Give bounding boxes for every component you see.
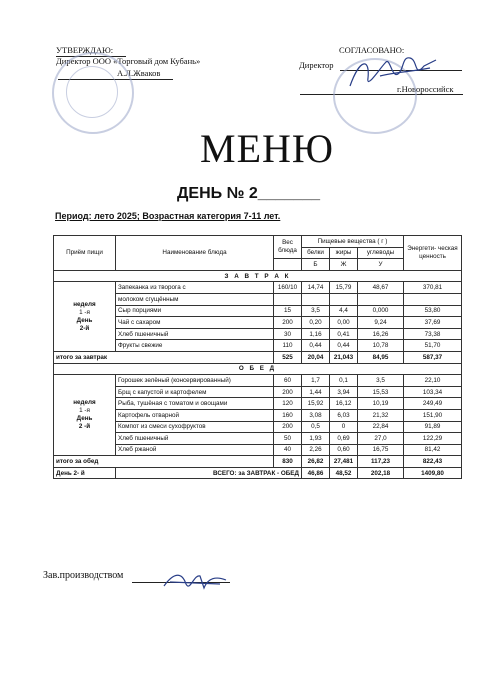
approve-line2: А.Л.Жваков: [117, 68, 161, 78]
breakfast-weight: 200: [274, 317, 302, 329]
breakfast-protein: 0,44: [302, 340, 330, 352]
lunch-weight: 160: [274, 409, 302, 421]
footer-signature: [160, 566, 230, 594]
lunch-energy: 91,89: [404, 421, 462, 433]
lunch-section: О Б Е Д: [54, 363, 462, 375]
lunch-weight: 60: [274, 375, 302, 387]
breakfast-total-energy: 587,37: [404, 351, 462, 363]
breakfast-protein: 0,20: [302, 317, 330, 329]
lunch-dish: Рыба, тушёная с томатом и овощами: [116, 398, 274, 410]
lunch-dish: Картофель отварной: [116, 409, 274, 421]
lunch-total-carbs: 117,23: [358, 456, 404, 468]
breakfast-dish: Запеканка из творога с: [116, 282, 274, 294]
breakfast-protein: 14,74: [302, 282, 330, 294]
breakfast-weight: 160/10: [274, 282, 302, 294]
breakfast-total-protein: 20,04: [302, 351, 330, 363]
breakfast-weight: [274, 293, 302, 305]
header-dish: Наименование блюда: [116, 236, 274, 271]
menu-table: [53, 235, 462, 479]
header-fat-short: Ж: [330, 259, 358, 271]
lunch-fat: 3,94: [330, 386, 358, 398]
lunch-fat: 0,60: [330, 444, 358, 456]
header-weight: Вес блюда: [274, 236, 302, 259]
approve-label: УТВЕРЖДАЮ:: [56, 45, 114, 55]
day-total-protein: 46,86: [302, 467, 330, 479]
breakfast-weight: 110: [274, 340, 302, 352]
lunch-energy: 103,34: [404, 386, 462, 398]
header-protein-short: Б: [302, 259, 330, 271]
day-total-row: [54, 467, 462, 479]
breakfast-carbs: 16,26: [358, 328, 404, 340]
breakfast-total-label: итого за завтрак: [54, 351, 274, 363]
lunch-fat: 6,03: [330, 409, 358, 421]
lunch-row: [54, 375, 462, 387]
lunch-dish: Брщ с капустой и картофелем: [116, 386, 274, 398]
footer-label: Зав.производством: [43, 570, 124, 581]
lunch-energy: 22,10: [404, 375, 462, 387]
breakfast-protein: [302, 293, 330, 305]
day-total-fat: 48,52: [330, 467, 358, 479]
lunch-total-weight: 830: [274, 456, 302, 468]
header-energy: Энергети- ческая ценность: [404, 236, 462, 271]
breakfast-dish: молоком сгущённым: [116, 293, 274, 305]
lunch-fat: 16,12: [330, 398, 358, 410]
day-total-label: День 2- й: [54, 467, 116, 479]
lunch-carbs: 10,19: [358, 398, 404, 410]
lunch-weight: 50: [274, 433, 302, 445]
breakfast-carbs: 10,78: [358, 340, 404, 352]
lunch-dish: Горошек зелёный (консервированный): [116, 375, 274, 387]
lunch-carbs: 22,84: [358, 421, 404, 433]
breakfast-weight: 30: [274, 328, 302, 340]
breakfast-fat: 4,4: [330, 305, 358, 317]
agree-city: г.Новороссийск: [397, 84, 454, 94]
breakfast-fat: 15,79: [330, 282, 358, 294]
breakfast-dish: Чай с сахаром: [116, 317, 274, 329]
lunch-row: [54, 386, 462, 398]
agree-director: Директор: [299, 60, 334, 70]
breakfast-fat: [330, 293, 358, 305]
breakfast-carbs: [358, 293, 404, 305]
breakfast-total-carbs: 84,95: [358, 351, 404, 363]
lunch-carbs: 15,53: [358, 386, 404, 398]
breakfast-row: [54, 282, 462, 294]
breakfast-row: [54, 317, 462, 329]
lunch-weight: 200: [274, 386, 302, 398]
breakfast-fat: 0,00: [330, 317, 358, 329]
lunch-protein: 15,92: [302, 398, 330, 410]
lunch-total-row: [54, 456, 462, 468]
lunch-row: [54, 398, 462, 410]
lunch-protein: 1,93: [302, 433, 330, 445]
day-heading: ДЕНЬ № 2_______: [177, 185, 321, 202]
breakfast-dish: Сыр порциями: [116, 305, 274, 317]
agree-signature: [340, 48, 440, 98]
breakfast-total-weight: 525: [274, 351, 302, 363]
breakfast-carbs: 48,67: [358, 282, 404, 294]
page-title: МЕНЮ: [200, 126, 334, 171]
lunch-protein: 3,08: [302, 409, 330, 421]
day-total-all: ВСЕГО: за ЗАВТРАК - ОБЕД: [116, 467, 302, 479]
breakfast-row: [54, 340, 462, 352]
header-carbs: углеводы: [358, 247, 404, 259]
breakfast-meal-meal-label-3: День: [76, 316, 93, 324]
approve-line1: Директор ООО «Торговый дом Кубань»: [56, 56, 201, 66]
breakfast-carbs: 0,000: [358, 305, 404, 317]
breakfast-dish: Фрукты свежие: [116, 340, 274, 352]
lunch-total-fat: 27,481: [330, 456, 358, 468]
breakfast-total-row: [54, 351, 462, 363]
lunch-dish: Хлеб пшеничный: [116, 433, 274, 445]
lunch-fat: 0,1: [330, 375, 358, 387]
lunch-meal-lunch-label-4: 2 -й: [78, 423, 91, 431]
breakfast-fat: 0,44: [330, 340, 358, 352]
header-fat: жиры: [330, 247, 358, 259]
breakfast-energy: 51,70: [404, 340, 462, 352]
breakfast-meal-meal-label-2: 1 -я: [79, 308, 90, 316]
lunch-total-label: итого за обед: [54, 456, 274, 468]
breakfast-meal-cell: [54, 282, 116, 352]
breakfast-meal-meal-label-4: 2-й: [79, 324, 90, 332]
breakfast-protein: 1,16: [302, 328, 330, 340]
lunch-fat: 0,69: [330, 433, 358, 445]
breakfast-carbs: 9,24: [358, 317, 404, 329]
lunch-meal-meal-label-2: 1 -я: [79, 407, 90, 415]
lunch-row: [54, 433, 462, 445]
period-line: Период: лето 2025; Возрастная категория 7-11 лет.: [55, 211, 281, 221]
breakfast-row: [54, 305, 462, 317]
lunch-carbs: 27,0: [358, 433, 404, 445]
lunch-row: [54, 421, 462, 433]
lunch-carbs: 3,5: [358, 375, 404, 387]
breakfast-energy: 370,81: [404, 282, 462, 294]
breakfast-protein: 3,5: [302, 305, 330, 317]
lunch-weight: 120: [274, 398, 302, 410]
lunch-energy: 81,42: [404, 444, 462, 456]
lunch-meal-meal-label-3: День: [76, 415, 93, 423]
lunch-protein: 0,5: [302, 421, 330, 433]
lunch-dish: Хлеб ржаной: [116, 444, 274, 456]
approve-stamp-inner: [66, 66, 118, 118]
lunch-total-energy: 822,43: [404, 456, 462, 468]
breakfast-row: [54, 328, 462, 340]
breakfast-total-fat: 21,043: [330, 351, 358, 363]
breakfast-weight: 15: [274, 305, 302, 317]
day-total-energy: 1409,80: [404, 467, 462, 479]
breakfast-fat: 0,41: [330, 328, 358, 340]
breakfast-dish: Хлеб пшеничный: [116, 328, 274, 340]
breakfast-energy: 53,80: [404, 305, 462, 317]
lunch-total-protein: 26,82: [302, 456, 330, 468]
breakfast-meal-meal-label-1: неделя: [73, 300, 96, 308]
lunch-energy: 122,29: [404, 433, 462, 445]
lunch-carbs: 21,32: [358, 409, 404, 421]
lunch-dish: Компот из смеси сухофруктов: [116, 421, 274, 433]
header-protein: белки: [302, 247, 330, 259]
header-nutrients: Пищевые вещества ( г ): [302, 236, 404, 248]
lunch-row: [54, 444, 462, 456]
lunch-meal-cell: [54, 375, 116, 456]
lunch-protein: 1,44: [302, 386, 330, 398]
lunch-energy: 151,90: [404, 409, 462, 421]
lunch-row: [54, 409, 462, 421]
lunch-protein: 2,26: [302, 444, 330, 456]
header-weight-blank: [274, 259, 302, 271]
lunch-protein: 1,7: [302, 375, 330, 387]
breakfast-energy: [404, 293, 462, 305]
breakfast-section: З А В Т Р А К: [54, 270, 462, 282]
lunch-carbs: 16,75: [358, 444, 404, 456]
lunch-energy: 249,49: [404, 398, 462, 410]
breakfast-energy: 37,69: [404, 317, 462, 329]
breakfast-energy: 73,38: [404, 328, 462, 340]
breakfast-row: [54, 293, 462, 305]
lunch-meal-meal-label-1: неделя: [73, 399, 96, 407]
lunch-weight: 200: [274, 421, 302, 433]
header-carbs-short: У: [358, 259, 404, 271]
lunch-fat: 0: [330, 421, 358, 433]
day-total-carbs: 202,18: [358, 467, 404, 479]
agree-label: СОГЛАСОВАНО:: [339, 45, 405, 55]
lunch-weight: 40: [274, 444, 302, 456]
header-meal: Приём пищи: [54, 236, 116, 271]
